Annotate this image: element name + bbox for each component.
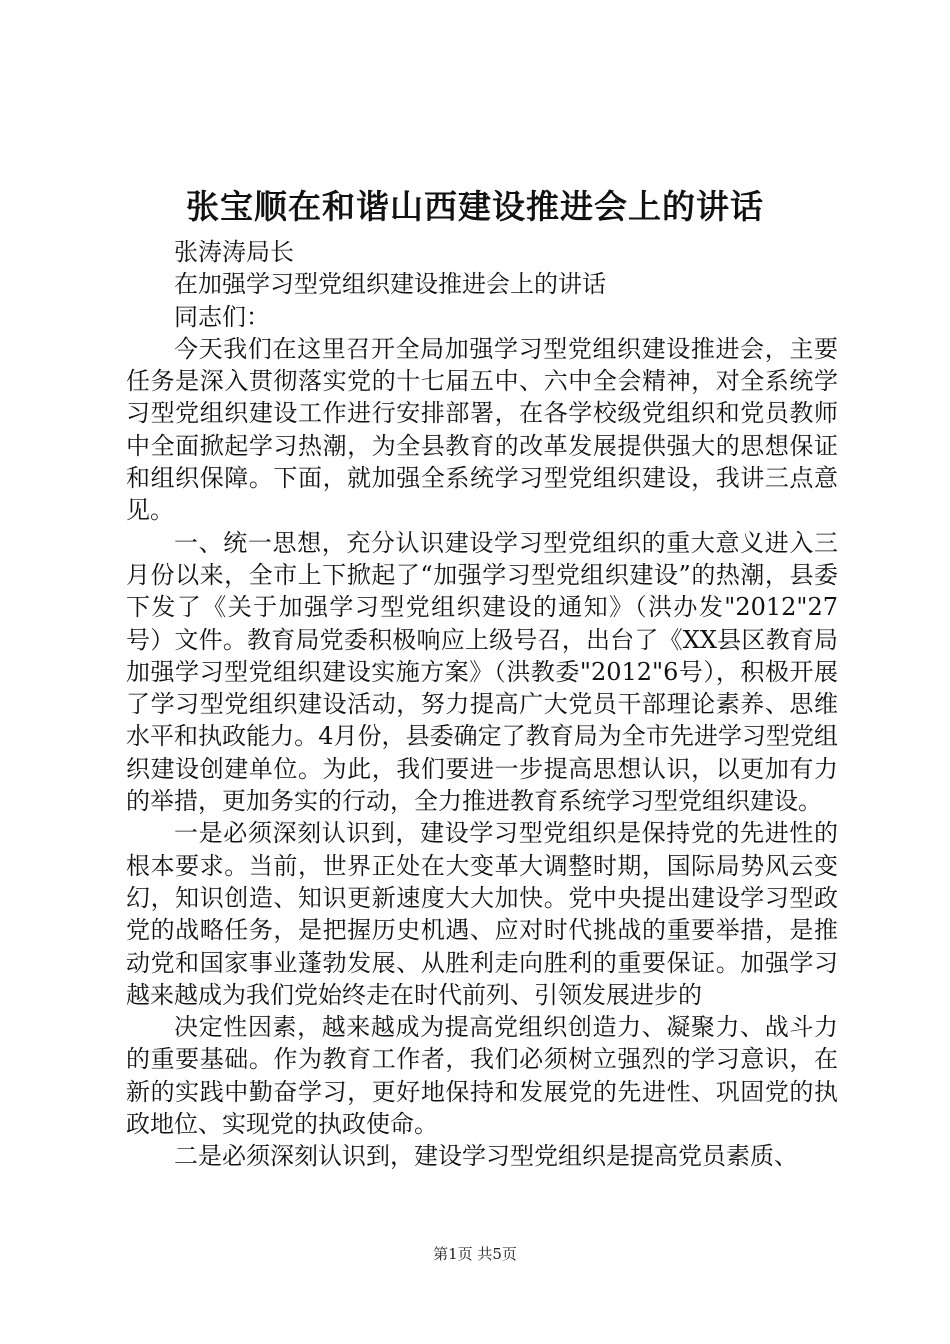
page-number-footer: 第1页 共5页 bbox=[433, 1245, 517, 1263]
body-paragraph: 二是必须深刻认识到，建设学习型党组织是提高党员素质、 bbox=[174, 1142, 798, 1171]
document-title: 张宝顺在和谐山西建设推进会上的讲话 bbox=[186, 187, 764, 226]
body-paragraph: 一、统一思想，充分认识建设学习型党组织的重大意义进入三月份以来，全市上下掀起了“加强学习型党组织建设”的热潮，县委下发了《关于加强学习型党组织建设的通知》（洪办发"2012"27号）文件。教育局党委积极响应上级号召，出台了《XX县区教育局加强学习型党组织建设实施方案》（洪教委"2012"6号），积极开展了学习型党组织建设活动，努力提高广大党员干部理论素养、思维水平和执政能力。4月份，县委确定了教育局为全市先进学习型党组织建设创建单位。为此，我们要进一步提高思想认识，以更加有力的举措，更加务实的行动，全力推进教育系统学习型党组织建设。 bbox=[126, 528, 838, 816]
body-paragraph: 决定性因素，越来越成为提高党组织创造力、凝聚力、战斗力的重要基础。作为教育工作者，我们必须树立强烈的学习意识，在新的实践中勤奋学习，更好地保持和发展党的先进性、巩固党的执政地位、实现党的执政使命。 bbox=[126, 1013, 838, 1139]
document-body bbox=[126, 236, 838, 1173]
body-paragraph: 一是必须深刻认识到，建设学习型党组织是保持党的先进性的根本要求。当前，世界正处在大变革大调整时期，国际局势风云变幻，知识创造、知识更新速度大大加快。党中央提出建设学习型政党的战略任务，是把握历史机遇、应对时代挑战的重要举措，是推动党和国家事业蓬勃发展、从胜利走向胜利的重要保证。加强学习越来越成为我们党始终走在时代前列、引领发展进步的 bbox=[126, 819, 838, 1009]
speaker-line: 张涛涛局长 bbox=[174, 238, 294, 266]
speech-subtitle: 在加强学习型党组织建设推进会上的讲话 bbox=[174, 270, 606, 299]
salutation: 同志们： bbox=[174, 302, 270, 331]
body-paragraph: 今天我们在这里召开全局加强学习型党组织建设推进会，主要任务是深入贯彻落实党的十七届五中、六中全会精神，对全系统学习型党组织建设工作进行安排部署，在各学校级党组织和党员教师中全面掀起学习热潮，为全县教育的改革发展提供强大的思想保证和组织保障。下面，就加强全系统学习型党组织建设，我讲三点意见。 bbox=[126, 334, 838, 525]
